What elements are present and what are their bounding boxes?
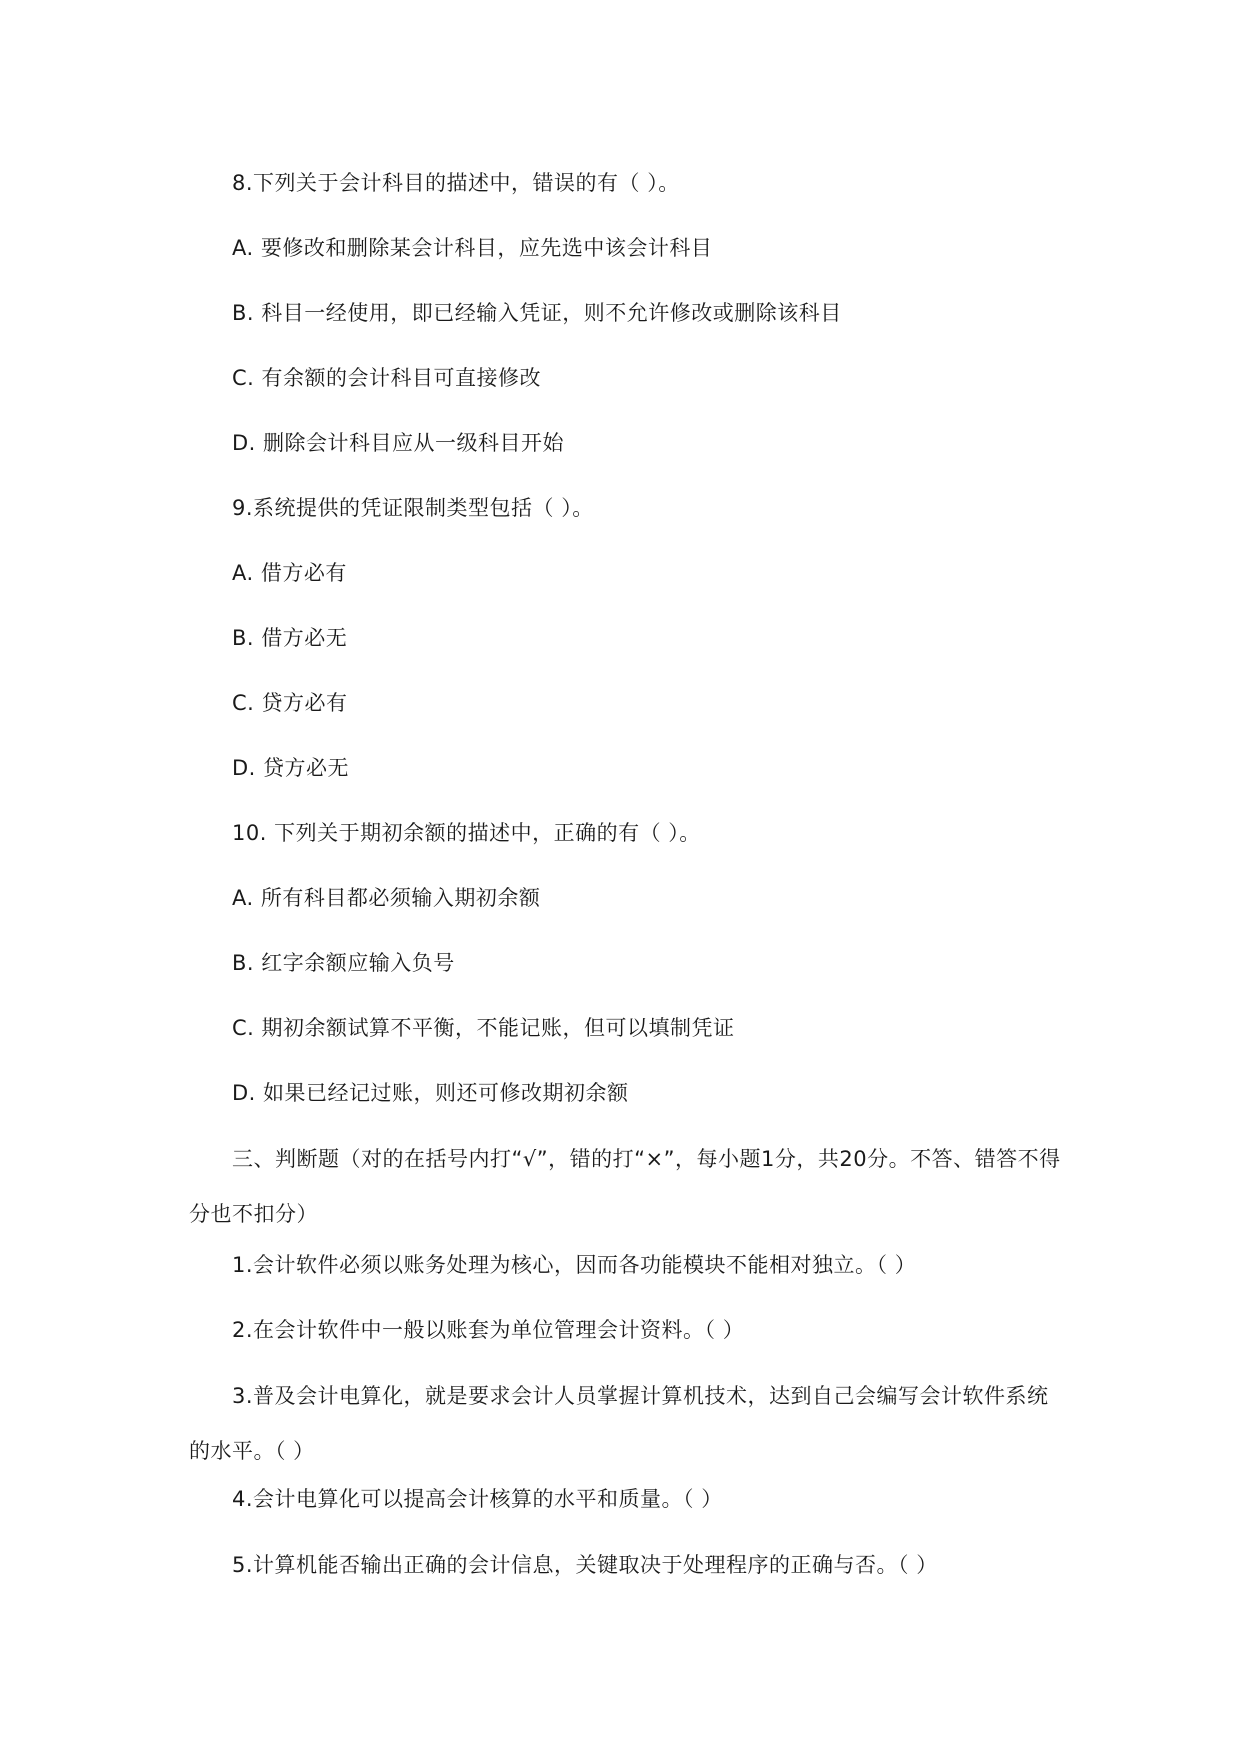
section-3-heading: 三、判断题（对的在括号内打“√”，错的打“×”，每小题1分，共20分。不答、错答不得 [232, 1147, 1061, 1171]
judge-item-2: 2.在会计软件中一般以账套为单位管理会计资料。（ ） [232, 1318, 745, 1342]
question-9-option-d: D. 贷方必无 [232, 756, 350, 780]
judge-item-4: 4.会计电算化可以提高会计核算的水平和质量。（ ） [232, 1487, 723, 1511]
question-9-option-a: A. 借方必有 [232, 561, 347, 585]
question-8-option-b: B. 科目一经使用，即已经输入凭证，则不允许修改或删除该科目 [232, 301, 842, 325]
judge-item-3-continued: 的水平。（ ） [189, 1439, 315, 1463]
section-3-heading-continued: 分也不扣分） [189, 1202, 318, 1226]
question-9-stem: 9.系统提供的凭证限制类型包括（ ）。 [232, 496, 594, 520]
question-10-option-a: A. 所有科目都必须输入期初余额 [232, 886, 541, 910]
question-8-stem: 8.下列关于会计科目的描述中，错误的有（ ）。 [232, 171, 680, 195]
judge-item-1: 1.会计软件必须以账务处理为核心，因而各功能模块不能相对独立。（ ） [232, 1253, 917, 1277]
question-8-option-c: C. 有余额的会计科目可直接修改 [232, 366, 542, 390]
judge-item-3: 3.普及会计电算化，就是要求会计人员掌握计算机技术，达到自己会编写会计软件系统 [232, 1384, 1049, 1408]
question-10-option-d: D. 如果已经记过账，则还可修改期初余额 [232, 1081, 629, 1105]
question-8-option-d: D. 删除会计科目应从一级科目开始 [232, 431, 565, 455]
question-9-option-c: C. 贷方必有 [232, 691, 348, 715]
question-8-option-a: A. 要修改和删除某会计科目，应先选中该会计科目 [232, 236, 713, 260]
question-10-option-c: C. 期初余额试算不平衡，不能记账，但可以填制凭证 [232, 1016, 735, 1040]
judge-item-5: 5.计算机能否输出正确的会计信息，关键取决于处理程序的正确与否。（ ） [232, 1553, 938, 1577]
question-10-option-b: B. 红字余额应输入负号 [232, 951, 455, 975]
question-9-option-b: B. 借方必无 [232, 626, 348, 650]
question-10-stem: 10. 下列关于期初余额的描述中，正确的有（ ）。 [232, 821, 701, 845]
